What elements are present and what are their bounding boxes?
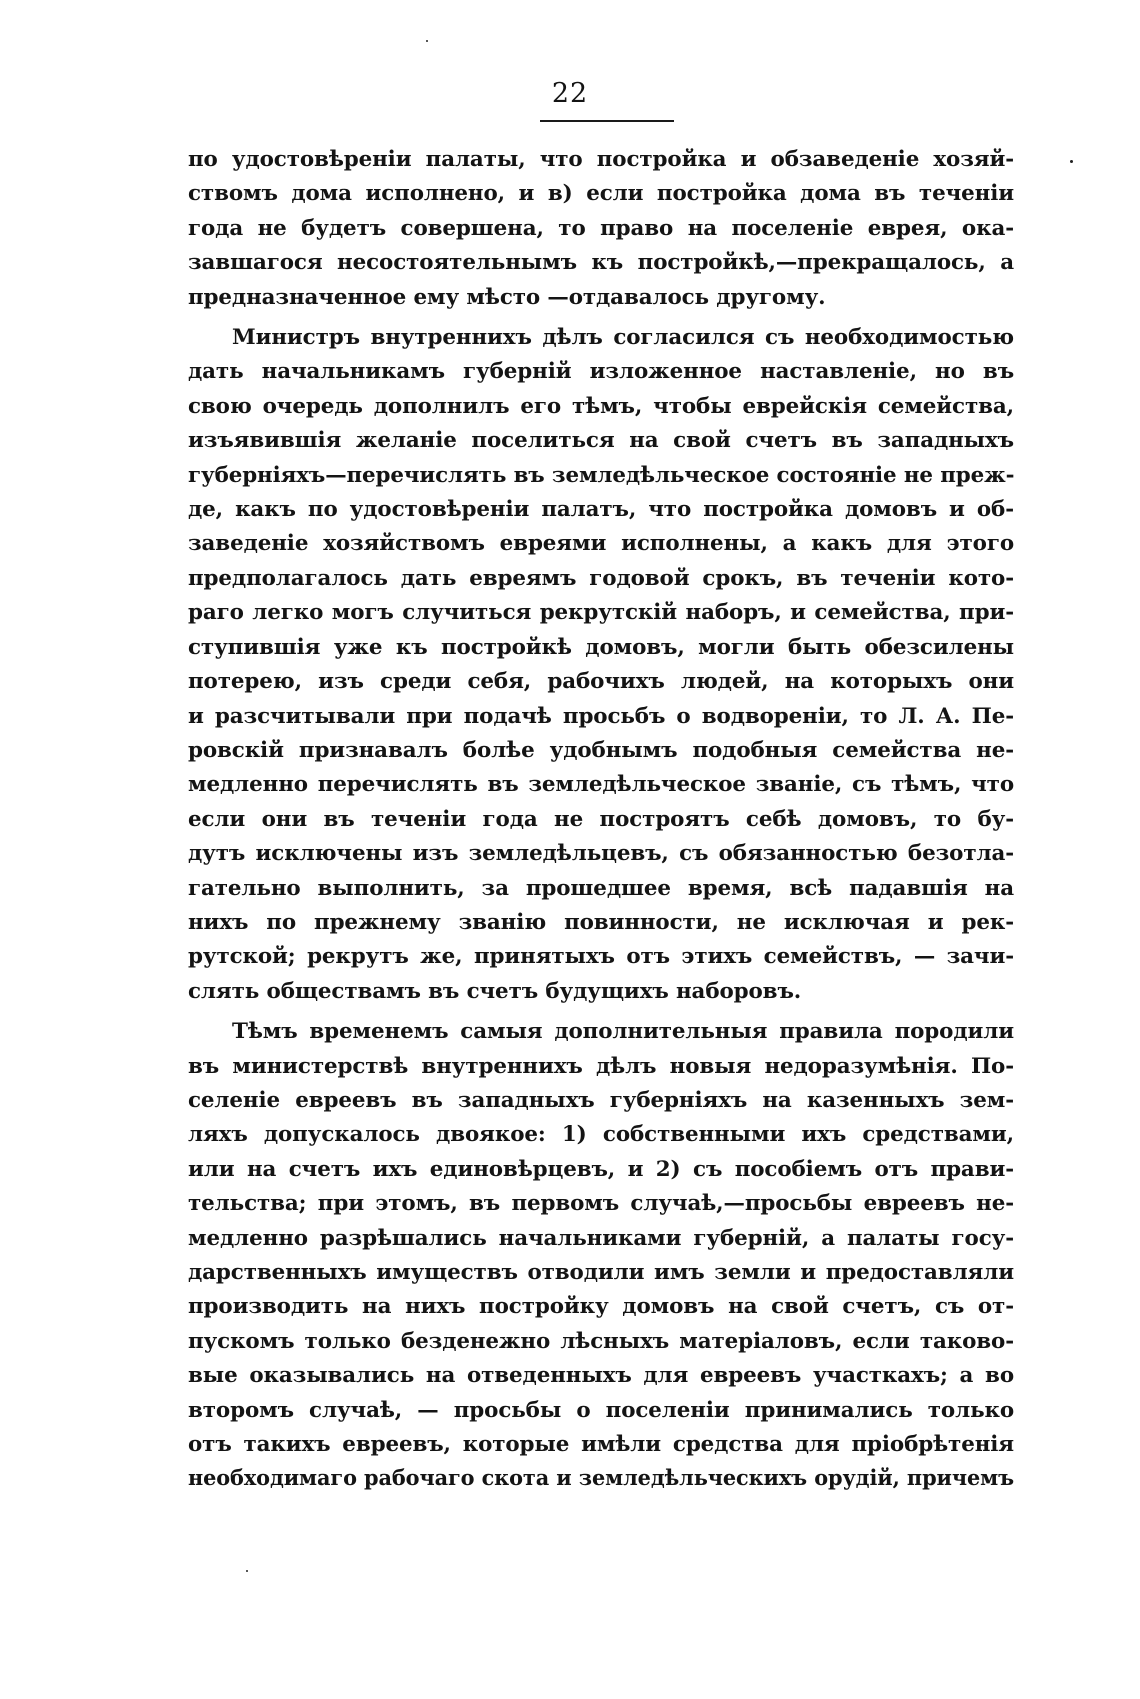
text-line: де, какъ по удостовѣреніи палатъ, что постройка домовъ и об- [188,497,1014,523]
header-rule [540,120,674,122]
text-line: заведеніе хозяйствомъ евреями исполнены, а какъ для этого [188,531,1014,557]
text-line: свою очередь дополнилъ его тѣмъ, чтобы еврейскія семейства, [188,393,1014,419]
text-line: предполагалось дать евреямъ годовой срокъ, въ теченіи кото- [188,565,1014,591]
text-line: дать начальникамъ губерній изложенное наставленіе, но въ [188,359,1014,385]
text-line: Тѣмъ временемъ самыя дополнительныя правила породили [232,1019,1014,1045]
text-line: нихъ по прежнему званію повинности, не исключая и рек- [188,909,1014,935]
text-line: пускомъ только безденежно лѣсныхъ матеріаловъ, если таково- [188,1328,1014,1354]
text-line: медленно перечислять въ земледѣльческое званіе, съ тѣмъ, что [188,772,1014,798]
text-line: гательно выполнить, за прошедшее время, всѣ падавшія на [188,875,1014,901]
body-text [188,143,1014,1497]
text-line: медленно разрѣшались начальниками губерній, а палаты госу- [188,1225,1014,1251]
paragraph-2 [188,321,1014,1009]
text-line: если они въ теченіи года не построятъ себѣ домовъ, то бу- [188,806,1014,832]
text-line: дутъ исключены изъ земледѣльцевъ, съ обязанностью безотла- [188,841,1014,867]
text-line: по удостовѣреніи палаты, что постройка и обзаведеніе хозяй- [188,147,1014,172]
text-line: слять обществамъ въ счетъ будущихъ наборовъ. [188,978,802,1004]
text-line: раго легко могъ случиться рекрутскій наборъ, и семейства, при- [188,600,1014,626]
scan-speck [426,40,428,42]
text-line: или на счетъ ихъ единовѣрцевъ, и 2) съ пособіемъ отъ прави- [188,1156,1014,1182]
text-line: губерніяхъ—перечислять въ земледѣльческое состояніе не преж- [188,462,1015,488]
text-line: изъявившія желаніе поселиться на свой счетъ въ западныхъ [188,428,1014,454]
text-line: необходимаго рабочаго скота и земледѣльческихъ орудій, причемъ [188,1466,1014,1492]
text-line: и разсчитывали при подачѣ просьбъ о водвореніи, то Л. А. Пе- [188,703,1014,729]
scan-speck [246,1570,248,1572]
text-line: Министръ внутреннихъ дѣлъ согласился съ необходимостью [232,325,1014,351]
text-line: ляхъ допускалось двоякое: 1) собственными ихъ средствами, [188,1122,1014,1148]
text-line: ствомъ дома исполнено, и в) если постройка дома въ теченіи [188,181,1014,207]
text-line: производить на нихъ постройку домовъ на свой счетъ, съ от- [188,1294,1014,1320]
text-line: года не будетъ совершена, то право на поселеніе еврея, ока- [188,215,1014,241]
text-line: въ министерствѣ внутреннихъ дѣлъ новыя недоразумѣнія. По- [188,1053,1014,1079]
text-line: завшагося несостоятельнымъ къ постройкѣ,—прекращалось, а [188,250,1014,276]
text-line: второмъ случаѣ, — просьбы о поселеніи принимались только [188,1397,1014,1423]
text-line: ступившія уже къ постройкѣ домовъ, могли быть обезсилены [188,634,1014,660]
text-line: дарственныхъ имуществъ отводили имъ земли и предоставляли [188,1260,1014,1285]
page-number: 22 [551,78,589,109]
text-line: тельства; при этомъ, въ первомъ случаѣ,—просьбы евреевъ не- [188,1191,1014,1217]
text-line: потерею, изъ среди себя, рабочихъ людей, на которыхъ они [188,669,1014,695]
text-line: предназначенное ему мѣсто —отдавалось другому. [188,284,826,310]
text-line: рутской; рекрутъ же, принятыхъ отъ этихъ семействъ, — зачи- [188,944,1014,970]
scan-speck [1070,160,1073,163]
text-line: селеніе евреевъ въ западныхъ губерніяхъ на казенныхъ зем- [188,1087,1014,1113]
text-line: ровскій признавалъ болѣе удобнымъ подобныя семейства не- [188,737,1014,763]
paragraph-1 [188,143,1014,315]
paragraph-3 [188,1015,1014,1497]
text-line: вые оказывались на отведенныхъ для евреевъ участкахъ; а во [188,1363,1014,1389]
text-line: отъ такихъ евреевъ, которые имѣли средства для пріобрѣтенія [188,1432,1014,1458]
